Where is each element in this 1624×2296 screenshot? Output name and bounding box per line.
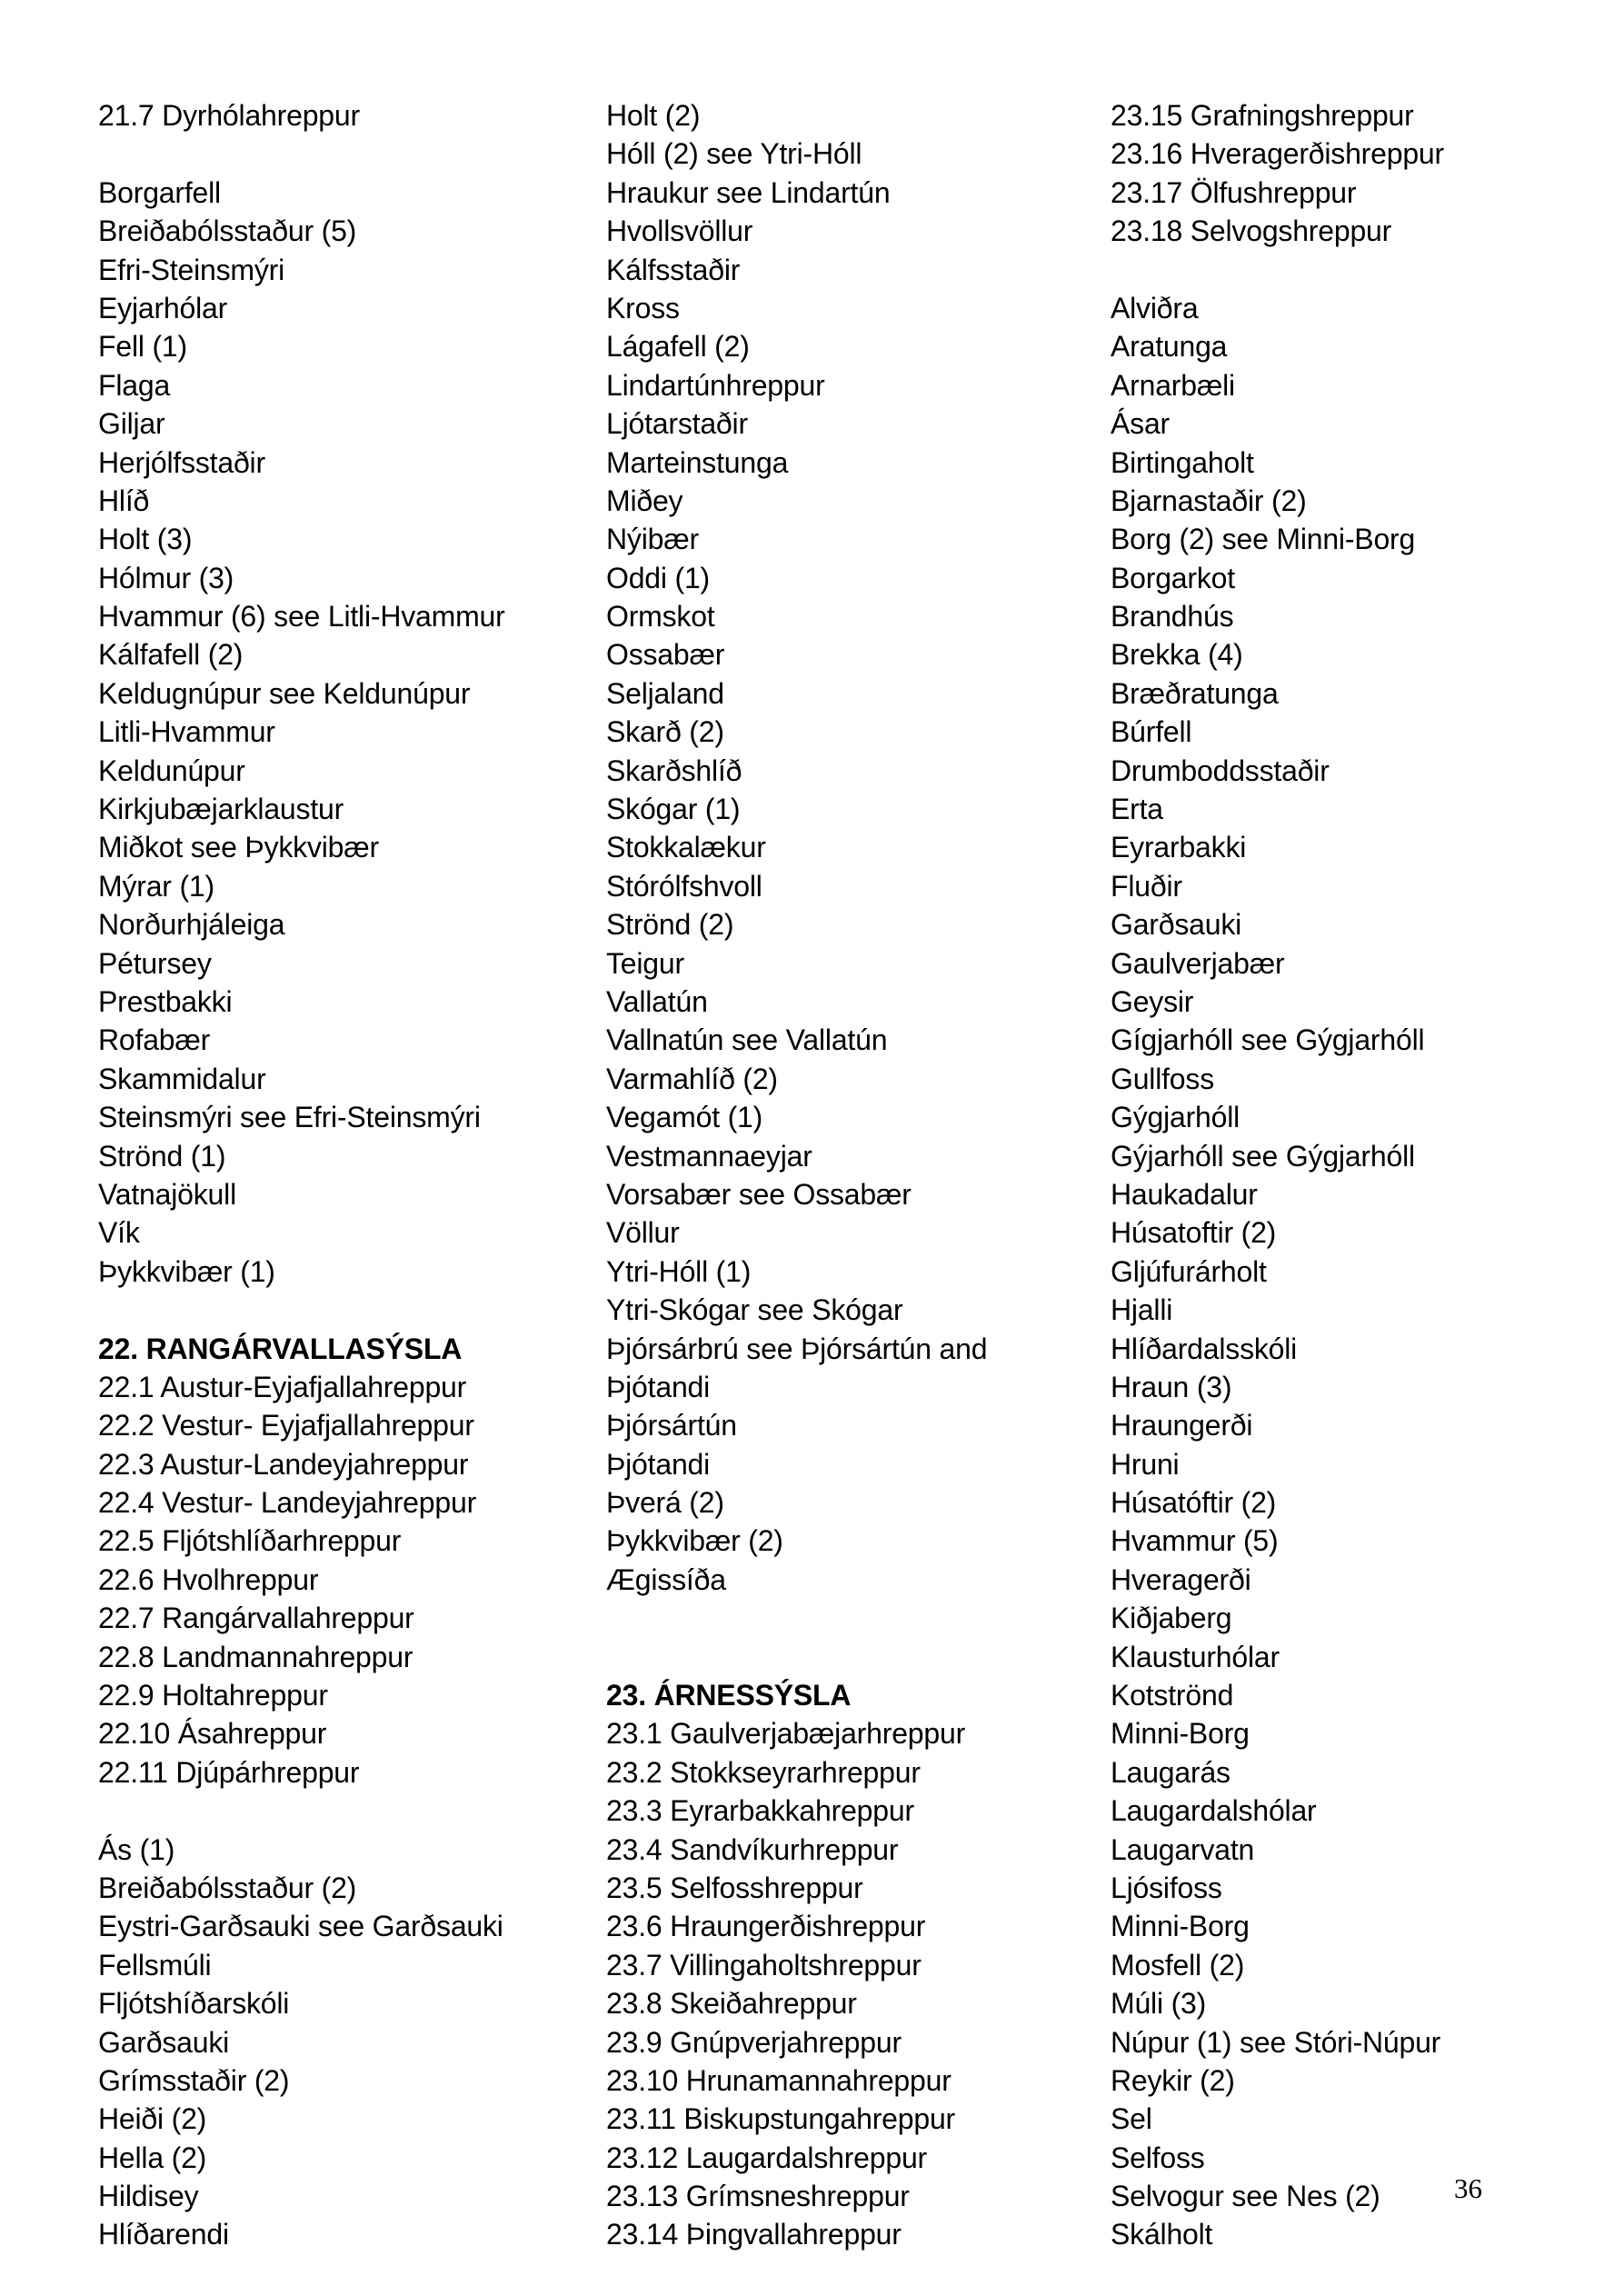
index-entry: Giljar: [98, 407, 165, 441]
index-entry: 23.17 Ölfushreppur: [1111, 175, 1357, 209]
index-entry: Holt (2): [606, 99, 701, 132]
blank-line: [606, 1638, 1104, 1676]
index-entry: Drumboddsstaðir: [1111, 754, 1330, 787]
index-entry: Vallatún: [606, 984, 708, 1018]
index-entry: Þjótandi: [606, 1447, 711, 1481]
index-entry: Aratunga: [1111, 330, 1228, 364]
index-entry: Gljúfurárholt: [1111, 1254, 1267, 1288]
index-entry: 22.1 Austur-Eyjafjallahreppur: [98, 1370, 467, 1403]
index-entry: Pétursey: [98, 946, 212, 980]
index-entry: Rofabær: [98, 1023, 211, 1057]
index-column-1: [98, 96, 596, 2254]
index-entry: Heiði (2): [98, 2102, 207, 2136]
index-entry: Erta: [1111, 793, 1163, 826]
index-entry: Garðsauki: [98, 2025, 230, 2059]
index-entry: Alviðra: [1111, 291, 1199, 324]
index-entry: 22.5 Fljótshlíðarhreppur: [98, 1524, 402, 1558]
index-entry: 23.10 Hrunamannahreppur: [606, 2063, 951, 2097]
index-entry: Ásar: [1111, 407, 1170, 441]
index-entry: Nýibær: [606, 523, 699, 556]
index-column-3: [1111, 96, 1609, 2254]
index-entry: Haukadalur: [1111, 1177, 1258, 1211]
index-entry: Minni-Borg: [1111, 1717, 1250, 1751]
index-entry: 23.2 Stokkseyrarhreppur: [606, 1755, 921, 1789]
index-entry: Brekka (4): [1111, 638, 1243, 672]
index-entry: Efri-Steinsmýri: [98, 253, 285, 286]
index-entry: Þykkvibær (2): [606, 1524, 783, 1558]
index-entry: Núpur (1) see Stóri-Núpur: [1111, 2025, 1441, 2059]
index-entry: Kálfafell (2): [98, 638, 244, 672]
index-entry: Vorsabær see Ossabær: [606, 1177, 912, 1211]
index-entry: Keldugnúpur see Keldunúpur: [98, 676, 471, 710]
index-entry: Gígjarhóll see Gýgjarhóll: [1111, 1023, 1425, 1057]
index-entry: Hlíð: [98, 484, 150, 517]
index-entry: Hildisey: [98, 2180, 199, 2213]
index-entry: 23.5 Selfosshreppur: [606, 1871, 863, 1904]
index-entry: Lágafell (2): [606, 330, 750, 364]
index-entry: Kirkjubæjarklaustur: [98, 793, 344, 826]
index-entry: Mosfell (2): [1111, 1948, 1245, 1982]
index-entry: Völlur: [606, 1216, 680, 1250]
index-entry: Skarð (2): [606, 715, 724, 749]
index-entry: Brandhús: [1111, 600, 1234, 634]
index-entry: 23.7 Villingaholtshreppur: [606, 1948, 922, 1982]
index-entry: Skálholt: [1111, 2218, 1213, 2251]
index-entry: 22.7 Rangárvallahreppur: [98, 1602, 414, 1635]
index-entry: Seljaland: [606, 676, 724, 710]
page-number: 36: [1454, 2172, 1482, 2204]
index-entry: 23.6 Hraungerðishreppur: [606, 1910, 926, 1943]
index-entry: 22.10 Ásahreppur: [98, 1717, 327, 1751]
index-entry: Ossabær: [606, 638, 725, 672]
index-entry: 22.11 Djúpárhreppur: [98, 1755, 360, 1789]
index-entry: Ljósifoss: [1111, 1871, 1222, 1904]
index-entry: Ormskot: [606, 600, 715, 634]
index-entry: Selfoss: [1111, 2141, 1205, 2174]
index-entry: Fell (1): [98, 330, 187, 364]
index-entry: Kiðjaberg: [1111, 1602, 1232, 1635]
section-heading: 23. ÁRNESSÝSLA: [606, 1679, 852, 1712]
index-entry: Hvammur (6) see Litli-Hvammur: [98, 600, 505, 634]
index-entry: Ytri-Skógar see Skógar: [606, 1293, 903, 1327]
index-entry: Bjarnastaðir (2): [1111, 484, 1307, 517]
index-entry: Strönd (2): [606, 908, 734, 942]
index-entry: Hvammur (5): [1111, 1524, 1279, 1558]
index-entry: Laugarás: [1111, 1755, 1230, 1789]
index-entry: Prestbakki: [98, 984, 233, 1018]
index-entry: Geysir: [1111, 984, 1194, 1018]
index-entry: Selvogur see Nes (2): [1111, 2180, 1380, 2213]
index-entry: Múli (3): [1111, 1987, 1207, 2021]
index-entry: Gýgjarhóll: [1111, 1101, 1240, 1134]
index-entry: 23.15 Grafningshreppur: [1111, 99, 1414, 132]
index-entry: Bræðratunga: [1111, 676, 1279, 710]
index-entry: Gaulverjabær: [1111, 946, 1285, 980]
index-entry: Miðey: [606, 484, 683, 517]
index-entry: Fljótshíðarskóli: [98, 1987, 290, 2021]
index-entry: Borgarkot: [1111, 561, 1235, 594]
index-entry: Húsatóftir (2): [1111, 1486, 1277, 1520]
blank-line: [1111, 251, 1609, 289]
index-entry: Þjótandi: [606, 1370, 711, 1403]
index-entry: Vík: [98, 1216, 140, 1250]
index-entry: Hruni: [1111, 1447, 1180, 1481]
index-entry: 23.9 Gnúpverjahreppur: [606, 2025, 902, 2059]
index-entry: Birtingaholt: [1111, 445, 1254, 479]
index-entry: 22.3 Austur-Landeyjahreppur: [98, 1447, 469, 1481]
index-entry: Breiðabólsstaður (5): [98, 215, 357, 248]
index-entry: 23.14 Þingvallahreppur: [606, 2218, 902, 2251]
index-entry: Miðkot see Þykkvibær: [98, 831, 379, 864]
index-entry: Oddi (1): [606, 561, 710, 594]
index-entry: Minni-Borg: [1111, 1910, 1250, 1943]
index-entry: Klausturhólar: [1111, 1640, 1280, 1673]
index-entry: Búrfell: [1111, 715, 1192, 749]
index-entry: Vegamót (1): [606, 1101, 763, 1134]
index-entry: Þjórsárbrú see Þjórsártún and: [606, 1332, 988, 1365]
index-entry: Kálfsstaðir: [606, 253, 741, 286]
index-entry: Ljótarstaðir: [606, 407, 748, 441]
index-entry: Hólmur (3): [98, 561, 234, 594]
index-entry: Mýrar (1): [98, 869, 214, 903]
index-entry: Herjólfsstaðir: [98, 445, 265, 479]
index-column-2: [606, 96, 1104, 2254]
index-entry: Lindartúnhreppur: [606, 368, 825, 402]
index-entry: 22.6 Hvolhreppur: [98, 1562, 319, 1596]
index-entry: Vestmannaeyjar: [606, 1139, 812, 1173]
index-entry: Hella (2): [98, 2141, 207, 2174]
index-entry: Sel: [1111, 2102, 1152, 2136]
index-entry: Litli-Hvammur: [98, 715, 275, 749]
index-entry: Borgarfell: [98, 175, 221, 209]
index-entry: Holt (3): [98, 523, 193, 556]
index-entry: Skammidalur: [98, 1062, 266, 1095]
index-entry: Breiðabólsstaður (2): [98, 1871, 357, 1904]
index-entry: Þjórsártún: [606, 1409, 737, 1442]
index-entry: Hraungerði: [1111, 1409, 1253, 1442]
index-entry: Teigur: [606, 946, 684, 980]
index-entry: Hveragerði: [1111, 1562, 1251, 1596]
index-entry: Garðsauki: [1111, 908, 1242, 942]
index-entry: 22.2 Vestur- Eyjafjallahreppur: [98, 1409, 474, 1442]
index-entry: Gullfoss: [1111, 1062, 1214, 1095]
index-entry: Vallnatún see Vallatún: [606, 1023, 888, 1057]
index-entry: 22.9 Holtahreppur: [98, 1679, 328, 1712]
index-entry: Þykkvibær (1): [98, 1254, 275, 1288]
index-entry: Eyjarhólar: [98, 291, 228, 324]
index-entry: Ægissíða: [606, 1562, 726, 1596]
index-entry: Steinsmýri see Efri-Steinsmýri: [98, 1101, 481, 1134]
index-entry: Eystri-Garðsauki see Garðsauki: [98, 1910, 503, 1943]
index-entry: Fellsmúli: [98, 1948, 212, 1982]
index-entry: Kross: [606, 291, 680, 324]
index-entry: Strönd (1): [98, 1139, 226, 1173]
index-entry: Hlíðarendi: [98, 2218, 229, 2251]
index-entry: 23.13 Grímsneshreppur: [606, 2180, 910, 2213]
index-entry: Eyrarbakki: [1111, 831, 1247, 864]
index-entry: Hlíðardalsskóli: [1111, 1332, 1298, 1365]
index-entry: Hóll (2) see Ytri-Hóll: [606, 137, 862, 171]
index-entry: Grímsstaðir (2): [98, 2063, 290, 2097]
index-entry: Flaga: [98, 368, 171, 402]
index-entry: Laugarvatn: [1111, 1832, 1255, 1866]
index-entry: Stokkalækur: [606, 831, 766, 864]
blank-line: [98, 1792, 596, 1830]
index-entry: Ás (1): [98, 1832, 175, 1866]
index-entry: Húsatoftir (2): [1111, 1216, 1277, 1250]
index-entry: 22.4 Vestur- Landeyjahreppur: [98, 1486, 477, 1520]
index-entry: 23.8 Skeiðahreppur: [606, 1987, 857, 2021]
index-entry: Skógar (1): [606, 793, 741, 826]
index-entry: Keldunúpur: [98, 754, 245, 787]
index-entry: Fluðir: [1111, 869, 1182, 903]
index-entry: Vatnajökull: [98, 1177, 236, 1211]
index-entry: Hjalli: [1111, 1293, 1173, 1327]
index-entry: Borg (2) see Minni-Borg: [1111, 523, 1416, 556]
index-entry: 23.3 Eyrarbakkahreppur: [606, 1794, 914, 1828]
index-entry: Stórólfshvoll: [606, 869, 762, 903]
index-entry: 22.8 Landmannahreppur: [98, 1640, 413, 1673]
index-entry: Ytri-Hóll (1): [606, 1254, 752, 1288]
index-entry: Laugardalshólar: [1111, 1794, 1317, 1828]
blank-line: [606, 1599, 1104, 1637]
section-heading: 22. RANGÁRVALLASÝSLA: [98, 1332, 463, 1365]
index-entry: Reykir (2): [1111, 2063, 1235, 2097]
index-entry: 23.18 Selvogshreppur: [1111, 215, 1392, 248]
blank-line: [98, 135, 596, 173]
index-entry: 23.12 Laugardalshreppur: [606, 2141, 928, 2174]
index-entry: Þverá (2): [606, 1486, 724, 1520]
index-entry: Varmahlíð (2): [606, 1062, 778, 1095]
index-entry: 23.11 Biskupstungahreppur: [606, 2102, 956, 2136]
index-entry: 23.16 Hveragerðishreppur: [1111, 137, 1444, 171]
index-entry: Marteinstunga: [606, 445, 789, 479]
index-entry: Gýjarhóll see Gýgjarhóll: [1111, 1139, 1415, 1173]
index-entry: 21.7 Dyrhólahreppur: [98, 99, 360, 132]
index-entry: Hvollsvöllur: [606, 215, 753, 248]
index-entry: 23.1 Gaulverjabæjarhreppur: [606, 1717, 966, 1751]
index-entry: Hraukur see Lindartún: [606, 175, 891, 209]
index-entry: Arnarbæli: [1111, 368, 1235, 402]
index-entry: 23.4 Sandvíkurhreppur: [606, 1832, 899, 1866]
index-entry: Skarðshlíð: [606, 754, 742, 787]
index-entry: Hraun (3): [1111, 1370, 1232, 1403]
index-entry: Kotströnd: [1111, 1679, 1234, 1712]
index-entry: Norðurhjáleiga: [98, 908, 285, 942]
blank-line: [98, 1291, 596, 1329]
